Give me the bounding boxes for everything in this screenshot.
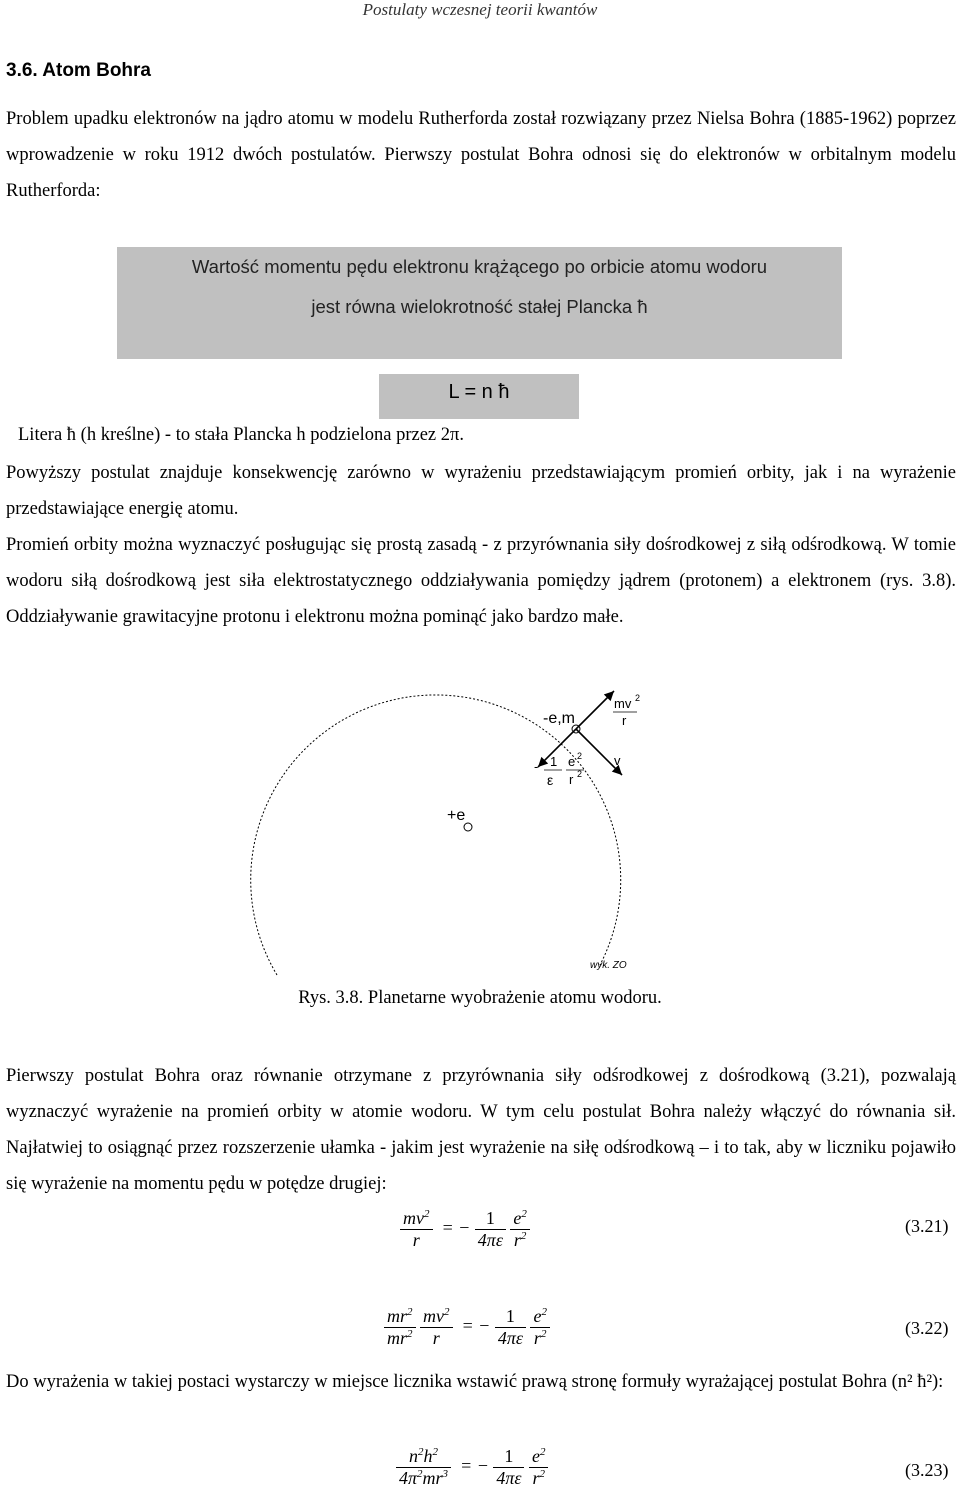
label-mv: mv [614,696,632,711]
orbit-circle [251,695,621,975]
figure-caption: Rys. 3.8. Planetarne wyobrażenie atomu wodoru. [298,988,662,1008]
postulate-line-2: jest równa wielokrotność stałej Plancka ħ [311,296,648,317]
electron-label: -e,m [543,710,575,727]
bohr-atom-figure [240,675,680,985]
equation-number-3-21: (3.21) [905,1216,949,1236]
equation-3-21: $\frac{mv^2}{r}$ = − $\frac{1}{4\pi\varepsilon}$ $\frac{e^2}{r^2}$ [400,1208,530,1251]
paragraph-hbar: Litera ħ (h kreślne) - to stała Plancka h podzielona przez 2π. [18,425,464,445]
label-mv-den: r [622,713,627,728]
nucleus-dot [464,823,472,831]
equation-3-23: $\frac{n^2h^2}{4\pi^2mr^3}$ = − $\frac{1}{4\pi\varepsilon}$ $\frac{e^2}{r^2}$ [396,1446,548,1489]
running-header: Postulaty wczesnej teorii kwantów [362,0,598,19]
label-v: v [614,753,621,768]
label-one: 1 [550,754,558,769]
postulate-line-1: Wartość momentu pędu elektronu krążącego po orbicie atomu wodoru [191,256,768,277]
label-e-exp: 2 [577,751,583,761]
equation-number-3-23: (3.23) [905,1460,949,1480]
postulate-box [117,247,842,359]
formula-box: L = n ħ [379,374,579,419]
paragraph-derivation: Pierwszy postulat Bohra oraz równanie otrzymane z przyrównania siły odśrodkowej z dośrodkową (3.21), pozwalają wyznaczyć wyrażenie na promień orbity w atomie wodoru. W tym celu postulat Bohra należy włączyć do równania sił. Najłatwiej to osiągnąć przez rozszerzenie ułamka - jakim jest wyrażenie na siłę odśrodkową – i to tak, aby w liczniku pojawiło się wyrażenie na momentu pędu w potędze drugiej: [6,1066,956,1194]
equation-3-22: $\frac{mr^2}{mr^2}$ $\frac{mv^2}{r}$ = − $\frac{1}{4\pi\varepsilon}$ $\frac{e^2}{r^2}$ [384,1306,550,1349]
label-minus: - [534,759,539,774]
nucleus-label: +e [447,807,466,824]
section-title: 3.6. Atom Bohra [6,60,151,81]
label-eps: ε [547,772,554,788]
label-r: r [569,772,574,787]
paragraph-radius: Promień orbity można wyznaczyć posługując się prostą zasadą - z przyrównania siły dośrodkowej z siłą odśrodkową. W tomie wodoru siłą dośrodkową jest siła elektrostatycznego oddziaływania pomiędzy jądrem (protonem) a elektronem (rys. 3.8). Oddziaływanie grawitacyjne protonu i elektronu można pominąć jako bardzo małe. [6,535,956,627]
figure-credit: wyk. ZO [590,960,627,971]
paragraph-intro: Problem upadku elektronów na jądro atomu w modelu Rutherforda został rozwiązany przez Nielsa Bohra (1885-1962) poprzez wprowadzenie w roku 1912 dwóch postulatów. Pierwszy postulat Bohra odnosi się do elektronów w orbitalnym modelu Rutherforda: [6,109,956,201]
centrifugal-arrow [576,691,614,729]
label-mv-exp: 2 [635,693,641,703]
label-e: e [568,754,576,769]
paragraph-substitution: Do wyrażenia w takiej postaci wystarczy w miejsce licznika wstawić prawą stronę formuły wyrażającej postulat Bohra (n² ħ²): [6,1372,944,1392]
label-r-exp: 2 [577,769,583,779]
equation-number-3-22: (3.22) [905,1318,949,1338]
paragraph-consequence: Powyższy postulat znajduje konsekwencję zarówno w wyrażeniu przedstawiającym promień orbity, jak i na wyrażenie przedstawiające energię atomu. [6,463,956,519]
